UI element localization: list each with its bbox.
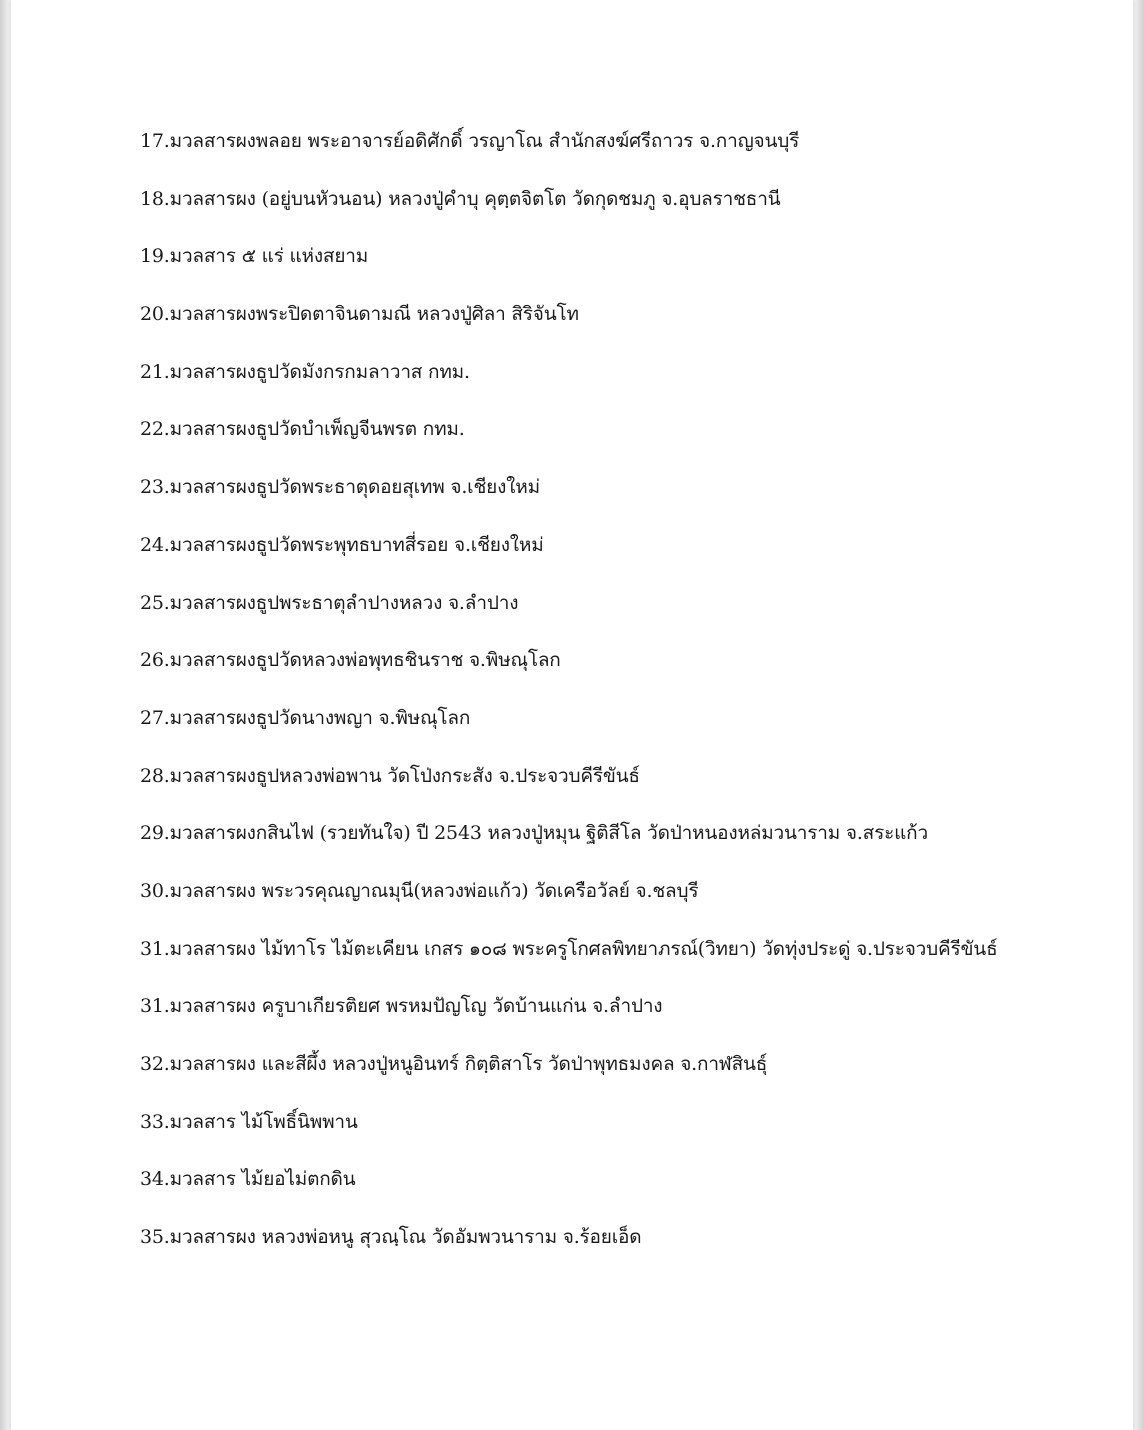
- list-item: 30.มวลสารผง พระวรคุณญาณมุนี(หลวงพ่อแก้ว) วัดเครือวัลย์ จ.ชลบุรี: [140, 879, 699, 902]
- list-item: 24.มวลสารผงธูปวัดพระพุทธบาทสี่รอย จ.เชียงใหม่: [140, 533, 544, 556]
- list-item: 26.มวลสารผงธูปวัดหลวงพ่อพุทธชินราช จ.พิษณุโลก: [140, 649, 561, 672]
- list-item: 18.มวลสารผง (อยู่บนหัวนอน) หลวงปู่คำบุ คุตฺตจิตโต วัดกุดชมภู จ.อุบลราชธานี: [140, 187, 781, 210]
- document-page: [11, 0, 1133, 1430]
- item-list: [140, 124, 997, 1278]
- list-item: 22.มวลสารผงธูปวัดบำเพ็ญจีนพรต กทม.: [140, 418, 465, 441]
- list-item: 33.มวลสาร ไม้โพธิ์นิพพาน: [140, 1110, 358, 1133]
- list-item: 31.มวลสารผง ครูบาเกียรติยศ พรหมปัญโญ วัดบ้านแก่น จ.ลำปาง: [140, 995, 663, 1018]
- list-item: 31.มวลสารผง ไม้ทาโร ไม้ตะเคียน เกสร ๑๐๘ พระครูโกศลพิทยาภรณ์(วิทยา) วัดทุ่งประดู่ จ.ประจวบคีรีขันธ์: [140, 937, 998, 960]
- list-item: 34.มวลสาร ไม้ยอไม่ตกดิน: [140, 1168, 356, 1191]
- list-item: 19.มวลสาร ๕ แร่ แห่งสยาม: [140, 245, 369, 268]
- list-item: 25.มวลสารผงธูปพระธาตุลำปางหลวง จ.ลำปาง: [140, 591, 519, 614]
- list-item: 17.มวลสารผงพลอย พระอาจารย์อดิศักดิ์ วรญาโณ สำนักสงฆ์ศรีถาวร จ.กาญจนบุรี: [140, 130, 800, 152]
- list-item: 27.มวลสารผงธูปวัดนางพญา จ.พิษณุโลก: [140, 706, 471, 729]
- list-item: 32.มวลสารผง และสีผึ้ง หลวงปู่หนูอินทร์ กิตฺติสาโร วัดป่าพุทธมงคล จ.กาฬสินธุ์: [140, 1053, 768, 1075]
- list-item: 28.มวลสารผงธูปหลวงพ่อพาน วัดโป่งกระสัง จ.ประจวบคีรีขันธ์: [140, 764, 640, 787]
- list-item: 35.มวลสารผง หลวงพ่อหนู สุวณฺโณ วัดอัมพวนาราม จ.ร้อยเอ็ด: [140, 1226, 642, 1249]
- list-item: 20.มวลสารผงพระปิดตาจินดามณี หลวงปู่ศิลา สิริจันโท: [140, 303, 579, 326]
- list-item: 29.มวลสารผงกสินไฟ (รวยทันใจ) ปี 2543 หลวงปู่หมุน ฐิติสีโล วัดป่าหนองหล่มวนาราม จ.สระแก้ว: [140, 822, 928, 845]
- list-item: 23.มวลสารผงธูปวัดพระธาตุดอยสุเทพ จ.เชียงใหม่: [140, 476, 540, 499]
- list-item: 21.มวลสารผงธูปวัดมังกรกมลาวาส กทม.: [140, 360, 470, 383]
